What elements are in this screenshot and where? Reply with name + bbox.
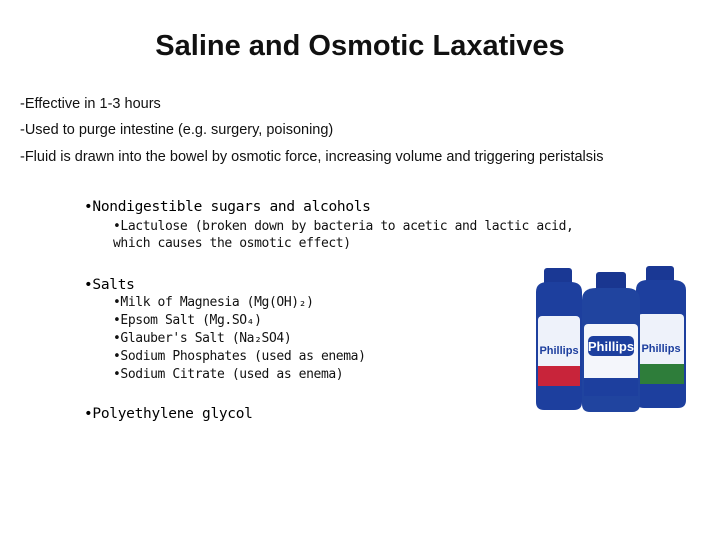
sub-bullet-glaubers-salt: •Glauber's Salt (Na₂SO4) [113, 331, 292, 346]
svg-text:Phillips: Phillips [587, 339, 635, 354]
bullet-polyethylene-glycol: •Polyethylene glycol [84, 406, 253, 422]
svg-text:Phillips: Phillips [539, 345, 579, 357]
sub-bullet-epsom-salt: •Epsom Salt (Mg.SO₄) [113, 313, 262, 328]
intro-line-3: -Fluid is drawn into the bowel by osmotic force, increasing volume and triggering peristalsis [20, 149, 604, 165]
sub-bullet-lactulose: •Lactulose (broken down by bacteria to acetic and lactic acid, [113, 219, 574, 234]
svg-text:Phillips: Phillips [641, 343, 681, 355]
product-image [530, 262, 698, 412]
bottle-right [636, 266, 686, 408]
phillips-bottles-image [530, 262, 698, 412]
sub-bullet-sodium-phosphates: •Sodium Phosphates (used as enema) [113, 349, 366, 364]
intro-line-2: -Used to purge intestine (e.g. surgery, poisoning) [20, 122, 334, 138]
page-title: Saline and Osmotic Laxatives [155, 30, 565, 62]
bottle-left [536, 268, 582, 410]
bullet-sugars: •Nondigestible sugars and alcohols [84, 199, 371, 215]
sub-bullet-lactulose-cont: which causes the osmotic effect) [113, 236, 351, 251]
sub-bullet-milk-of-magnesia: •Milk of Magnesia (Mg(OH)₂) [113, 295, 314, 310]
bullet-salts: •Salts [84, 277, 135, 293]
intro-line-1: -Effective in 1-3 hours [20, 96, 161, 112]
sub-bullet-sodium-citrate: •Sodium Citrate (used as enema) [113, 367, 344, 382]
